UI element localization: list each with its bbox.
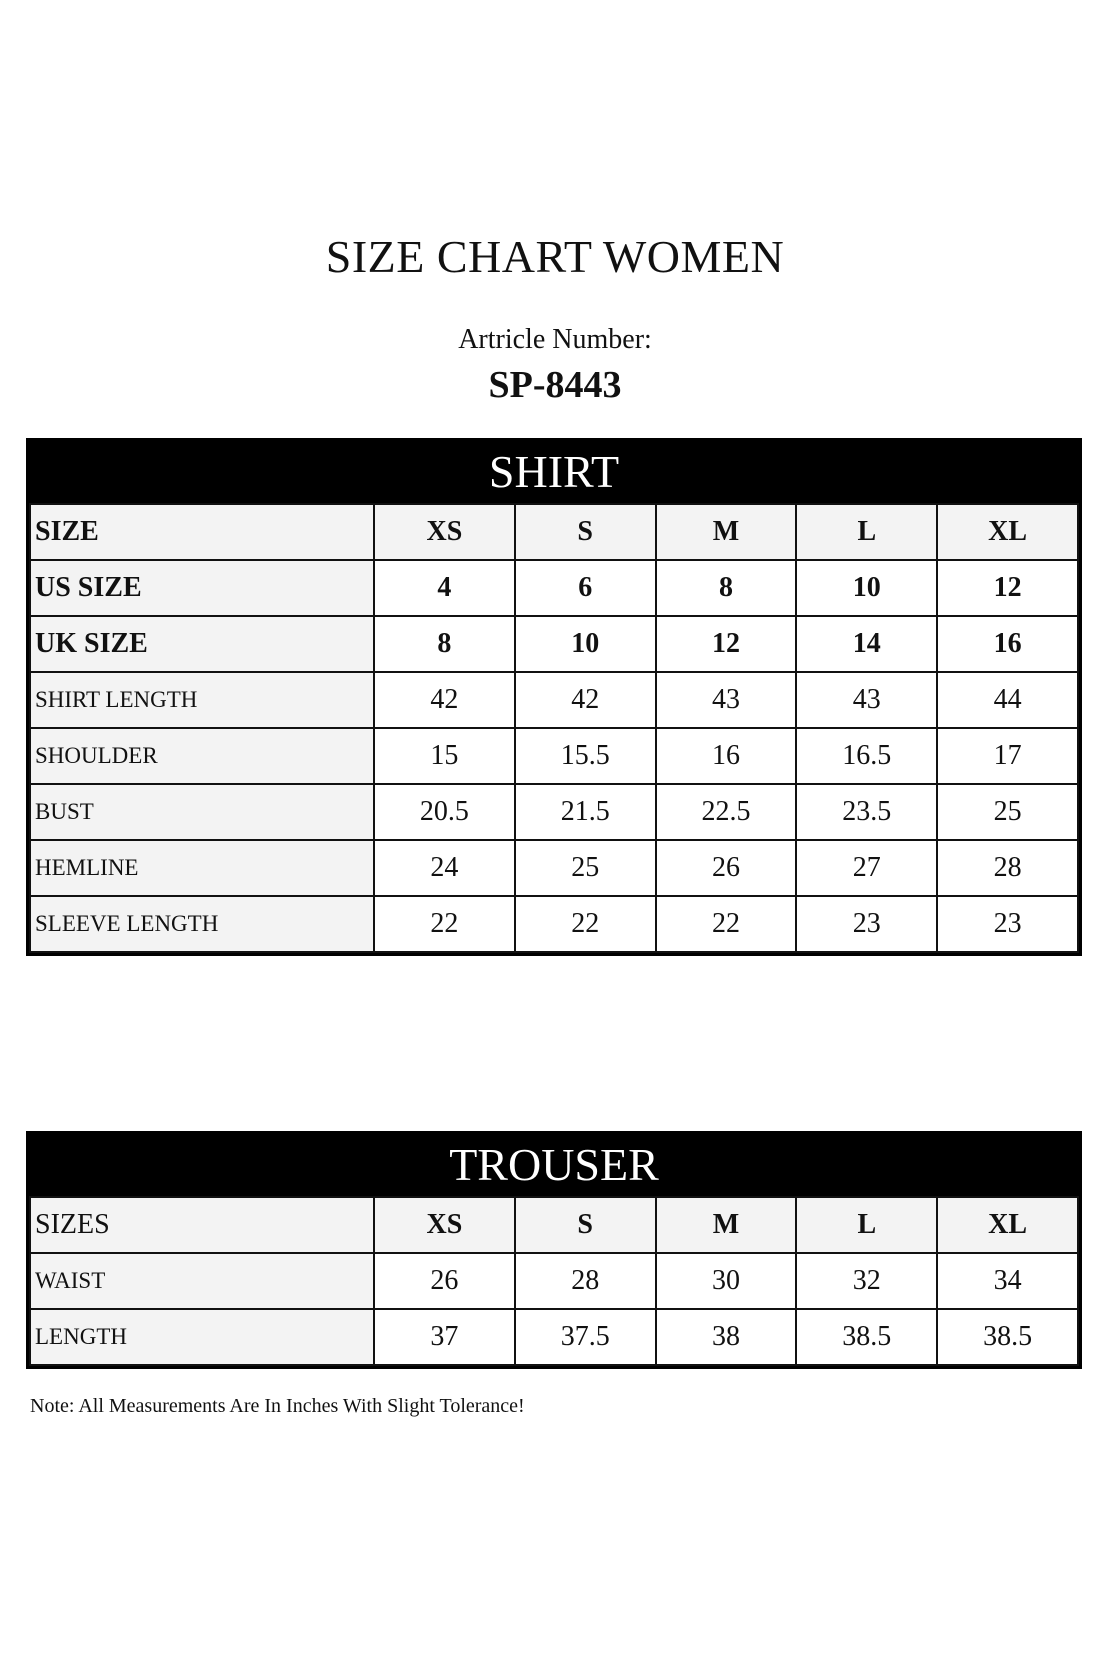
shirt-size-table — [26, 438, 1082, 956]
shirt-size-m: M — [656, 504, 797, 560]
cell: 23.5 — [796, 784, 937, 840]
table-row — [30, 840, 1078, 896]
cell: 30 — [656, 1253, 797, 1309]
cell: 38.5 — [937, 1309, 1078, 1365]
cell: 8 — [656, 560, 797, 616]
trouser-size-m: M — [656, 1197, 797, 1253]
page-title: SIZE CHART WOMEN — [325, 231, 785, 282]
cell: 16.5 — [796, 728, 937, 784]
trouser-size-xl: XL — [937, 1197, 1078, 1253]
cell: 28 — [515, 1253, 656, 1309]
trouser-size-table — [26, 1131, 1082, 1369]
row-label: BUST — [30, 784, 374, 840]
table-row — [30, 616, 1078, 672]
row-label: SHIRT LENGTH — [30, 672, 374, 728]
article-label: Artricle Number: — [458, 324, 652, 355]
trouser-size-xs: XS — [374, 1197, 515, 1253]
shirt-size-l: L — [796, 504, 937, 560]
shirt-size-label: SIZE — [30, 504, 374, 560]
row-label: LENGTH — [30, 1309, 374, 1365]
cell: 34 — [937, 1253, 1078, 1309]
article-number: SP-8443 — [488, 364, 622, 406]
cell: 15 — [374, 728, 515, 784]
table-row — [30, 784, 1078, 840]
table-row — [30, 896, 1078, 952]
shirt-heading: SHIRT — [29, 441, 1079, 503]
table-row — [30, 672, 1078, 728]
cell: 12 — [937, 560, 1078, 616]
measurement-note: Note: All Measurements Are In Inches With Slight Tolerance! — [30, 1395, 525, 1417]
cell: 15.5 — [515, 728, 656, 784]
cell: 10 — [515, 616, 656, 672]
cell: 26 — [374, 1253, 515, 1309]
cell: 42 — [374, 672, 515, 728]
cell: 24 — [374, 840, 515, 896]
table-row — [30, 560, 1078, 616]
trouser-size-s: S — [515, 1197, 656, 1253]
cell: 4 — [374, 560, 515, 616]
shirt-size-s: S — [515, 504, 656, 560]
cell: 23 — [796, 896, 937, 952]
cell: 14 — [796, 616, 937, 672]
cell: 22.5 — [656, 784, 797, 840]
trouser-size-l: L — [796, 1197, 937, 1253]
shirt-size-xs: XS — [374, 504, 515, 560]
cell: 21.5 — [515, 784, 656, 840]
cell: 26 — [656, 840, 797, 896]
cell: 28 — [937, 840, 1078, 896]
cell: 16 — [656, 728, 797, 784]
cell: 38 — [656, 1309, 797, 1365]
row-label: UK SIZE — [30, 616, 374, 672]
cell: 42 — [515, 672, 656, 728]
cell: 43 — [656, 672, 797, 728]
cell: 12 — [656, 616, 797, 672]
cell: 16 — [937, 616, 1078, 672]
cell: 44 — [937, 672, 1078, 728]
shirt-size-header-row — [30, 504, 1078, 560]
cell: 25 — [515, 840, 656, 896]
cell: 23 — [937, 896, 1078, 952]
cell: 17 — [937, 728, 1078, 784]
cell: 22 — [374, 896, 515, 952]
row-label: SLEEVE LENGTH — [30, 896, 374, 952]
shirt-size-xl: XL — [937, 504, 1078, 560]
row-label: SHOULDER — [30, 728, 374, 784]
cell: 38.5 — [796, 1309, 937, 1365]
cell: 22 — [656, 896, 797, 952]
cell: 25 — [937, 784, 1078, 840]
cell: 8 — [374, 616, 515, 672]
row-label: HEMLINE — [30, 840, 374, 896]
cell: 32 — [796, 1253, 937, 1309]
cell: 20.5 — [374, 784, 515, 840]
table-row — [30, 1309, 1078, 1365]
row-label: WAIST — [30, 1253, 374, 1309]
table-row — [30, 1253, 1078, 1309]
cell: 6 — [515, 560, 656, 616]
cell: 37 — [374, 1309, 515, 1365]
cell: 22 — [515, 896, 656, 952]
trouser-size-label: SIZES — [30, 1197, 374, 1253]
cell: 27 — [796, 840, 937, 896]
row-label: US SIZE — [30, 560, 374, 616]
cell: 43 — [796, 672, 937, 728]
table-row — [30, 728, 1078, 784]
trouser-heading: TROUSER — [29, 1134, 1079, 1196]
cell: 10 — [796, 560, 937, 616]
cell: 37.5 — [515, 1309, 656, 1365]
trouser-size-header-row — [30, 1197, 1078, 1253]
